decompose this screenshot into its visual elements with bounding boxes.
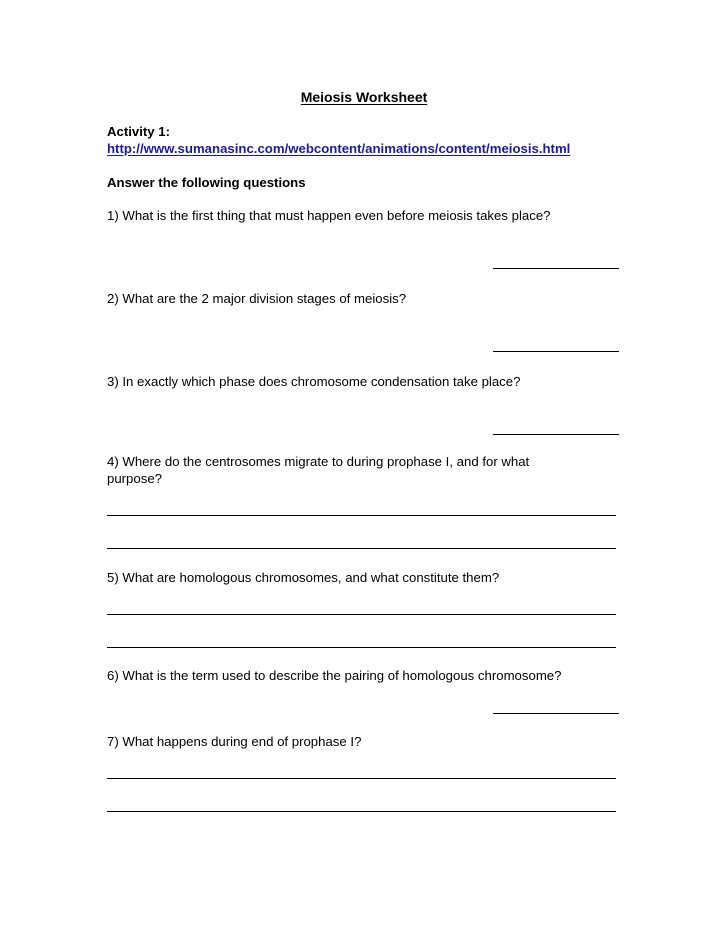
question-3-answer-line[interactable] xyxy=(493,434,619,435)
question-2-answer-line[interactable] xyxy=(493,351,619,352)
question-7-answer-line-2[interactable] xyxy=(107,811,616,812)
activity-link[interactable]: http://www.sumanasinc.com/webcontent/animations/content/meiosis.html xyxy=(107,141,571,156)
question-5-text: 5) What are homologous chromosomes, and what constitute them? xyxy=(107,570,500,585)
question-4-answer-line-1[interactable] xyxy=(107,515,616,516)
question-5-answer-line-2[interactable] xyxy=(107,647,616,648)
question-7-text: 7) What happens during end of prophase I? xyxy=(107,734,362,749)
question-1-answer-line[interactable] xyxy=(493,268,619,269)
page-title-text: Meiosis Worksheet xyxy=(300,89,428,105)
activity-label: Activity 1: xyxy=(107,124,171,139)
question-3-text: 3) In exactly which phase does chromosome condensation take place? xyxy=(107,374,521,389)
instruction-heading: Answer the following questions xyxy=(107,175,306,190)
question-4-answer-line-2[interactable] xyxy=(107,548,616,549)
question-6-text: 6) What is the term used to describe the pairing of homologous chromosome? xyxy=(107,668,562,683)
page-title xyxy=(0,89,728,105)
question-5-answer-line-1[interactable] xyxy=(107,614,616,615)
question-4-text-line1: 4) Where do the centrosomes migrate to during prophase I, and for what xyxy=(107,454,530,469)
question-4-text-line2: purpose? xyxy=(107,471,162,486)
question-2-text: 2) What are the 2 major division stages of meiosis? xyxy=(107,291,407,306)
question-1-text: 1) What is the first thing that must happen even before meiosis takes place? xyxy=(107,208,551,223)
question-6-answer-line[interactable] xyxy=(493,713,619,714)
question-7-answer-line-1[interactable] xyxy=(107,778,616,779)
